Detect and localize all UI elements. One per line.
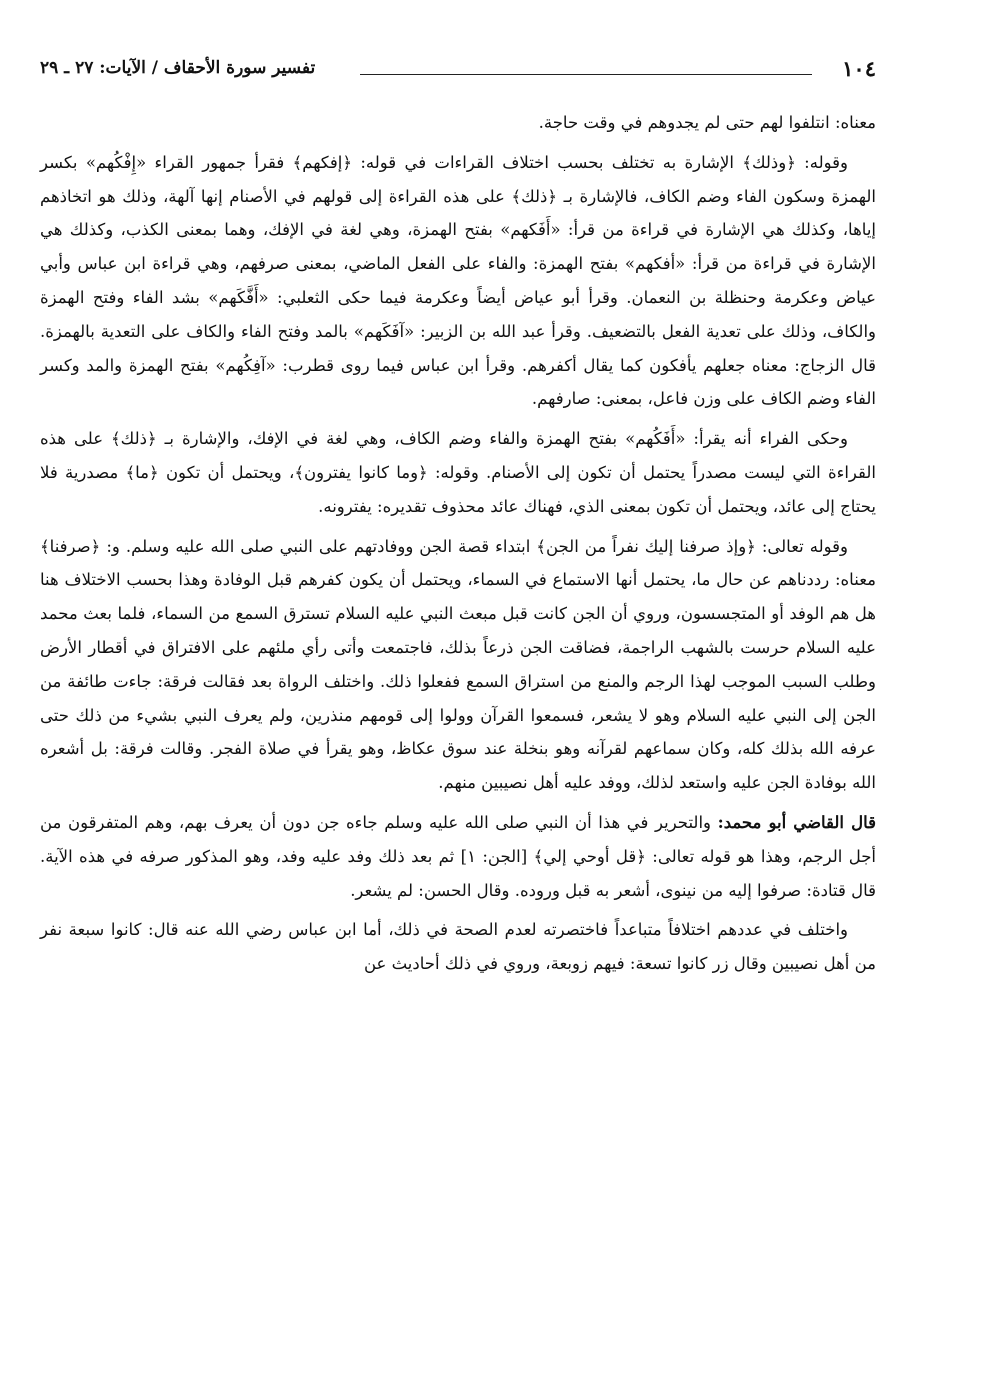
header-rule: [360, 74, 812, 75]
paragraph: معناه: انتلفوا لهم حتى لم يجدوهم في وقت حاجة.: [538, 113, 876, 132]
paragraph: [40, 806, 876, 907]
running-title: تفسير سورة الأحقاف / الآيات: ٢٧ ـ ٢٩: [40, 58, 316, 78]
body-text: [40, 106, 876, 987]
page-number: ١٠٤: [842, 56, 876, 81]
paragraph-lead: قال القاضي أبو محمد:: [717, 812, 876, 832]
paragraph: وقوله: ﴿وذلك﴾ الإشارة به تختلف بحسب اختلاف القراءات في قوله: ﴿إفكهم﴾ فقرأ جمهور القراء «إِفْكُهم» بكسر الهمزة وسكون الفاء وضم الكاف، فالإشارة بـ ﴿ذلك﴾ على هذه القراءة إلى قولهم في الأصنام إنها آلهة، وذلك هو اتخاذهم إياها، وكذلك هي الإشارة في قراءة من قرأ: «أَفَكهم» بفتح الهمزة، وهي لغة في الإفك، وهما بمعنى الكذب، وكذلك هي الإشارة في قراءة من قرأ: «أفكهم» بفتح الهمزة: والفاء على الفعل الماضي، بمعنى صرفهم، وهي قراءة ابن عباس وأبي عياض وعكرمة وحنظلة بن النعمان. وقرأ أبو عياض أيضاً وعكرمة فيما حكى الثعلبي: «أَفَّكَهم» بشد الفاء وفتح الهمزة والكاف، وذلك على تعدية الفعل بالتضعيف. وقرأ عبد الله بن الزبير: «آفَكَهم» بالمد وفتح الفاء والكاف على التعدية بالهمزة. قال الزجاج: معناه جعلهم يأفكون كما يقال أكفرهم. وقرأ ابن عباس فيما روى قطرب: «آفِكُهم» بفتح الهمزة والمد وكسر الفاء وضم الكاف على وزن فاعل، بمعنى: صارفهم.: [40, 152, 876, 409]
paragraph: وحكى الفراء أنه يقرأ: «أَفَكُهم» بفتح الهمزة والفاء وضم الكاف، وهي لغة في الإفك، والإشارة بـ ﴿ذلك﴾ على هذه القراءة التي ليست مصدراً يحتمل أن تكون إلى الأصنام. وقوله: ﴿وما كانوا يفترون﴾، ويحتمل أن تكون ﴿ما﴾ مصدرية فلا يحتاج إلى عائد، ويحتمل أن تكون بمعنى الذي، فهناك عائد محذوف تقديره: يفترونه.: [40, 429, 876, 516]
page-header: [40, 56, 876, 86]
paragraph: واختلف في عددهم اختلافاً متباعداً فاختصرته لعدم الصحة في ذلك، أما ابن عباس رضي الله عنه قال: كانوا سبعة نفر من أهل نصيبين وقال زر كانوا تسعة: فيهم زوبعة، وروي في ذلك أحاديث عن: [40, 920, 876, 974]
paragraph: وقوله تعالى: ﴿وإذ صرفنا إليك نفراً من الجن﴾ ابتداء قصة الجن ووفادتهم على النبي صلى الله عليه وسلم. و: ﴿صرفنا﴾ معناه: رددناهم عن حال ما، يحتمل أنها الاستماع في السماء، ويحتمل أن يكون كفرهم قبل الوفادة وهذا بحسب الاختلاف هنا هل هم الوفد أو المتجسسون، وروي أن الجن كانت قبل مبعث النبي عليه السلام تسترق السمع من السماء، فلما بعث محمد عليه السلام حرست بالشهب الراجمة، فضاقت الجن ذرعاً بذلك، فاجتمعت وأتى رأي ملئهم على الافتراق في أقطار الأرض وطلب السبب الموجب لهذا الرجم والمنع من استراق السمع ففعلوا ذلك. واختلف الرواة بعد فقالت فرقة: جاءت طائفة من الجن إلى النبي عليه السلام وهو لا يشعر، فسمعوا القرآن وولوا إلى قومهم منذرين، ولم يعرف النبي بشيء من ذلك حتى عرفه الله بذلك كله، وكان سماعهم لقرآنه وهو بنخلة عند سوق عكاظ، وهو يقرأ في صلاة الفجر. وقالت فرقة: بل أشعره الله بوفادة الجن عليه واستعد لذلك، ووفد عليه أهل نصيبين منهم.: [40, 536, 876, 793]
paragraph-text: والتحرير في هذا أن النبي صلى الله عليه وسلم جاءه جن دون أن يعرف بهم، وهم المتفرقون من أجل الرجم، وهذا هو قوله تعالى: ﴿قل أوحي إلي﴾ [الجن: ١] ثم بعد ذلك وفد عليه وفد، وهو المذكور صرفه في هذه الآية. قال قتادة: صرفوا إليه من نينوى، أشعر به قبل وروده. وقال الحسن: لم يشعر.: [40, 812, 876, 900]
